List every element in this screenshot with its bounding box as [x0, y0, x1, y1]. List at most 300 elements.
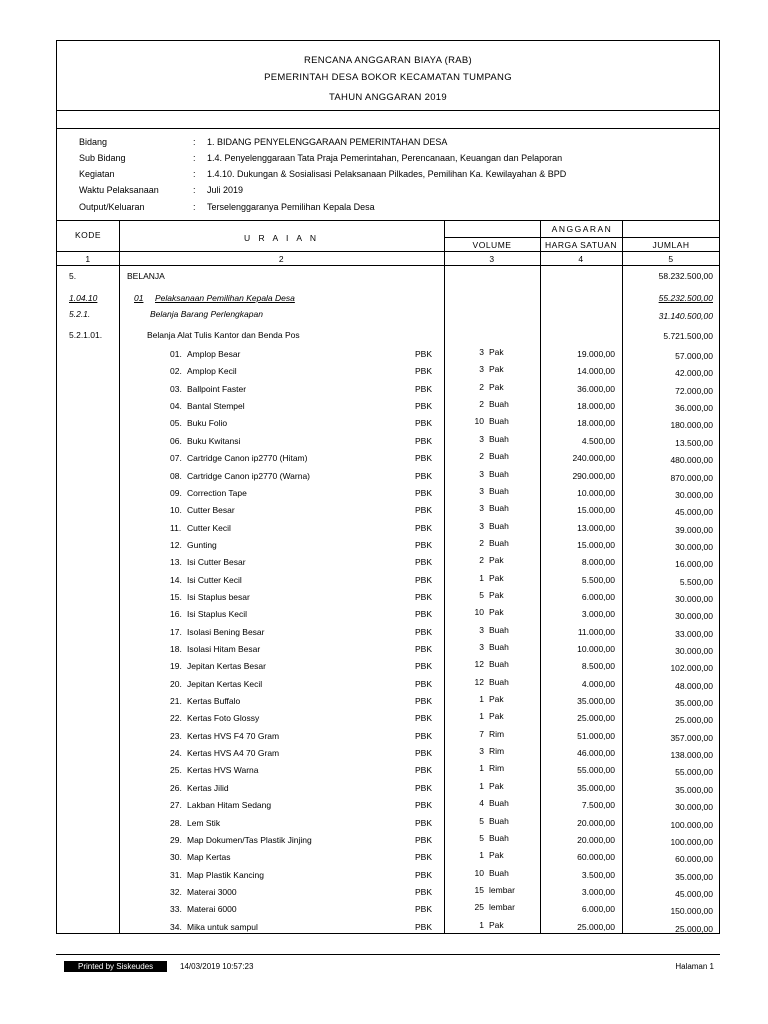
item-price: 7.500,00 — [581, 800, 615, 811]
item-unit: Buah — [489, 832, 509, 843]
item-total: 180.000,00 — [670, 420, 713, 431]
header-line-2: PEMERINTAH DESA BOKOR KECAMATAN TUMPANG — [264, 72, 512, 83]
item-unit: Buah — [489, 867, 509, 878]
col-number-5: 5 — [668, 254, 674, 264]
item-source: PBK — [415, 869, 433, 880]
item-number: 06. — [170, 435, 182, 446]
item-name: Kertas Buffalo — [187, 696, 241, 706]
item-qty: 1 — [479, 694, 484, 704]
col-head-uraian: U R A I A N — [243, 233, 320, 243]
item-number: 10. — [170, 505, 182, 516]
item-unit: Pak — [489, 850, 504, 861]
item-unit: Pak — [489, 347, 504, 357]
item-source: PBK — [415, 574, 433, 585]
number-row-divider — [57, 265, 719, 266]
item-price: 15.000,00 — [577, 539, 615, 550]
item-total: 57.000,00 — [675, 351, 713, 361]
item-total: 150.000,00 — [670, 906, 713, 917]
item-name: Ballpoint Faster — [187, 383, 247, 394]
summary-uraian: BELANJA — [127, 271, 165, 281]
item-price: 10.000,00 — [577, 644, 615, 654]
item-qty: 1 — [479, 780, 484, 791]
item-total: 33.000,00 — [675, 628, 713, 639]
item-unit: Buah — [489, 815, 509, 826]
info-colon: : — [193, 202, 196, 212]
item-number: 34. — [170, 921, 182, 932]
summary-kode: 1.04.10 — [69, 293, 98, 303]
item-price: 15.000,00 — [577, 505, 615, 516]
info-value: Terselenggaranya Pemilihan Kepala Desa — [207, 202, 375, 212]
item-source: PBK — [415, 401, 433, 412]
item-qty: 12 — [474, 676, 484, 687]
item-unit: Buah — [489, 659, 509, 670]
item-number: 26. — [170, 782, 182, 793]
summary-kode: 5. — [69, 271, 77, 281]
item-source: PBK — [415, 678, 433, 689]
item-qty: 1 — [479, 850, 484, 861]
item-number: 12. — [170, 539, 182, 550]
item-name: Lakban Hitam Sedang — [187, 800, 272, 811]
info-value: 1.4.10. Dukungan & Sosialisasi Pelaksanaan Pilkades, Pemilihan Ka. Kewilayahan & BPD — [207, 169, 567, 179]
item-total: 100.000,00 — [670, 836, 713, 847]
item-number: 33. — [170, 904, 182, 915]
item-price: 18.000,00 — [577, 418, 615, 429]
info-row-output — [57, 202, 719, 216]
item-source: PBK — [415, 418, 433, 429]
item-total: 30.000,00 — [675, 611, 713, 622]
item-number: 04. — [170, 401, 182, 412]
item-source: PBK — [415, 817, 433, 828]
info-colon: : — [193, 153, 196, 163]
item-unit: Rim — [489, 746, 505, 756]
item-qty: 3 — [479, 364, 484, 375]
item-unit: Buah — [489, 520, 509, 531]
info-value: 1. BIDANG PENYELENGGARAAN PEMERINTAHAN DESA — [207, 137, 448, 147]
item-price: 46.000,00 — [577, 748, 615, 758]
printed-by-badge: Printed by Siskeudes — [64, 961, 167, 972]
col-divider — [540, 221, 541, 933]
item-name: Isolasi Bening Besar — [187, 626, 265, 637]
item-source: PBK — [415, 487, 433, 498]
item-total: 25.000,00 — [675, 923, 713, 934]
col-head-harga: HARGA SATUAN — [545, 240, 617, 250]
summary-jumlah: 31.140.500,00 — [658, 311, 713, 321]
item-total: 5.500,00 — [679, 576, 713, 587]
info-value: 1.4. Penyelenggaraan Tata Praja Pemerintahan, Perencanaan, Keuangan dan Pelaporan — [207, 153, 563, 163]
item-price: 60.000,00 — [577, 852, 615, 863]
col-head-anggaran: ANGGARAN — [551, 224, 613, 234]
info-row-bidang — [57, 137, 719, 151]
item-qty: 7 — [479, 728, 484, 739]
item-unit: Buah — [489, 451, 509, 462]
item-name: Gunting — [187, 539, 217, 550]
item-total: 138.000,00 — [670, 750, 713, 760]
item-unit: Pak — [489, 780, 504, 791]
item-qty: 5 — [479, 589, 484, 600]
info-colon: : — [193, 169, 196, 179]
item-qty: 2 — [479, 381, 484, 392]
item-source: PBK — [415, 904, 433, 915]
item-price: 51.000,00 — [577, 730, 615, 741]
item-name: Jepitan Kertas Besar — [187, 661, 266, 672]
item-source: PBK — [415, 730, 433, 741]
item-unit: lembar — [489, 884, 515, 895]
item-name: Map Kertas — [187, 852, 231, 863]
item-number: 23. — [170, 730, 182, 741]
item-number: 16. — [170, 609, 182, 620]
item-price: 240.000,00 — [572, 453, 615, 464]
item-source: PBK — [415, 505, 433, 516]
item-source: PBK — [415, 453, 433, 464]
item-unit: Rim — [489, 728, 505, 739]
item-name: Cartridge Canon ip2770 (Warna) — [187, 470, 310, 481]
item-price: 18.000,00 — [577, 401, 615, 412]
item-number: 27. — [170, 800, 182, 811]
item-total: 48.000,00 — [675, 680, 713, 691]
item-number: 11. — [170, 522, 182, 533]
item-price: 10.000,00 — [577, 487, 615, 498]
item-number: 25. — [170, 765, 182, 776]
item-number: 21. — [170, 696, 182, 706]
item-price: 35.000,00 — [577, 696, 615, 706]
rab-document — [56, 40, 720, 934]
item-unit: Buah — [489, 676, 509, 687]
item-name: Kertas Jilid — [187, 782, 229, 793]
col-number-2: 2 — [278, 254, 285, 264]
item-name: Amplop Besar — [187, 349, 241, 359]
item-unit: Pak — [489, 919, 504, 930]
info-label: Sub Bidang — [79, 153, 126, 163]
item-number: 08. — [170, 470, 182, 481]
item-total: 35.000,00 — [675, 698, 713, 708]
item-total: 35.000,00 — [675, 871, 713, 882]
item-number: 31. — [170, 869, 182, 880]
info-label: Kegiatan — [79, 169, 115, 179]
item-number: 24. — [170, 748, 182, 758]
item-name: Buku Folio — [187, 418, 228, 429]
item-price: 11.000,00 — [577, 626, 615, 637]
item-qty: 12 — [474, 659, 484, 670]
col-divider — [119, 221, 120, 933]
item-total: 36.000,00 — [675, 403, 713, 414]
item-price: 8.000,00 — [581, 557, 615, 568]
item-number: 30. — [170, 852, 182, 863]
item-number: 03. — [170, 383, 182, 394]
item-price: 6.000,00 — [581, 904, 615, 915]
item-name: Kertas HVS F4 70 Gram — [187, 730, 280, 741]
item-qty: 2 — [479, 537, 484, 548]
item-name: Lem Stik — [187, 817, 221, 828]
summary-uraian: Belanja Alat Tulis Kantor dan Benda Pos — [147, 330, 300, 340]
item-price: 13.000,00 — [577, 522, 615, 533]
item-unit: Rim — [489, 763, 505, 774]
item-total: 35.000,00 — [675, 784, 713, 795]
item-name: Jepitan Kertas Kecil — [187, 678, 263, 689]
item-total: 42.000,00 — [675, 368, 713, 379]
item-total: 25.000,00 — [675, 715, 713, 726]
item-number: 13. — [170, 557, 182, 568]
item-source: PBK — [415, 522, 433, 533]
info-colon: : — [193, 185, 196, 195]
item-source: PBK — [415, 557, 433, 568]
item-qty: 10 — [474, 607, 484, 618]
item-qty: 5 — [479, 832, 484, 843]
item-number: 22. — [170, 713, 182, 724]
item-name: Cutter Besar — [187, 505, 235, 516]
col-divider — [622, 221, 623, 933]
item-number: 20. — [170, 678, 182, 689]
item-unit: Buah — [489, 416, 509, 427]
item-unit: Buah — [489, 485, 509, 496]
header-spacer — [56, 110, 720, 128]
item-unit: Buah — [489, 399, 509, 410]
item-price: 35.000,00 — [577, 782, 615, 793]
item-name: Isolasi Hitam Besar — [187, 644, 261, 654]
item-price: 3.000,00 — [581, 886, 615, 897]
item-unit: Buah — [489, 624, 509, 635]
info-colon: : — [193, 137, 196, 147]
item-price: 290.000,00 — [572, 470, 615, 481]
item-number: 15. — [170, 591, 182, 602]
item-unit: Pak — [489, 711, 504, 722]
item-name: Kertas HVS Warna — [187, 765, 259, 776]
item-source: PBK — [415, 886, 433, 897]
info-row-kegiatan — [57, 169, 719, 183]
item-total: 45.000,00 — [675, 888, 713, 899]
item-qty: 1 — [479, 919, 484, 930]
item-total: 55.000,00 — [675, 767, 713, 778]
item-unit: Buah — [489, 537, 509, 548]
item-qty: 1 — [479, 763, 484, 774]
item-qty: 2 — [479, 399, 484, 410]
item-name: Kertas HVS A4 70 Gram — [187, 748, 280, 758]
item-qty: 3 — [479, 485, 484, 496]
page-footer — [56, 954, 720, 975]
item-number: 29. — [170, 834, 182, 845]
item-price: 8.500,00 — [581, 661, 615, 672]
summary-kode: 5.2.1.01. — [69, 330, 103, 340]
item-number: 09. — [170, 487, 182, 498]
item-name: Map Plastik Kancing — [187, 869, 265, 880]
info-label: Waktu Pelaksanaan — [79, 185, 159, 195]
item-name: Map Dokumen/Tas Plastik Jinjing — [187, 834, 312, 845]
item-qty: 3 — [479, 624, 484, 635]
item-total: 60.000,00 — [675, 854, 713, 865]
item-name: Materai 3000 — [187, 886, 237, 897]
item-unit: lembar — [489, 902, 515, 913]
item-name: Cartridge Canon ip2770 (Hitam) — [187, 453, 308, 464]
col-number-1: 1 — [85, 254, 91, 264]
summary-uraian: Belanja Barang Perlengkapan — [150, 309, 263, 319]
item-source: PBK — [415, 539, 433, 550]
item-unit: Pak — [489, 555, 504, 566]
document-header — [56, 40, 720, 110]
item-total: 357.000,00 — [670, 732, 713, 743]
info-row-sub-bidang — [57, 153, 719, 167]
item-source: PBK — [415, 661, 433, 672]
item-unit: Pak — [489, 381, 504, 392]
item-unit: Pak — [489, 589, 504, 600]
item-name: Kertas Foto Glossy — [187, 713, 260, 724]
item-total: 39.000,00 — [675, 524, 713, 535]
item-number: 07. — [170, 453, 182, 464]
item-name: Mika untuk sampul — [187, 921, 258, 932]
header-line-1: RENCANA ANGGARAN BIAYA (RAB) — [303, 55, 472, 66]
col-number-3: 3 — [489, 254, 495, 264]
item-price: 25.000,00 — [577, 713, 615, 724]
item-total: 30.000,00 — [675, 489, 713, 500]
item-source: PBK — [415, 626, 433, 637]
page-number: Halaman 1 — [675, 962, 714, 971]
item-qty: 4 — [479, 798, 484, 809]
item-total: 30.000,00 — [675, 593, 713, 604]
item-qty: 10 — [474, 416, 484, 427]
info-value: Juli 2019 — [207, 185, 244, 195]
item-price: 55.000,00 — [577, 765, 615, 776]
item-source: PBK — [415, 349, 433, 359]
item-qty: 10 — [474, 867, 484, 878]
item-unit: Buah — [489, 503, 509, 514]
item-qty: 3 — [479, 347, 484, 357]
item-number: 14. — [170, 574, 182, 585]
summary-jumlah: 5.721.500,00 — [663, 331, 713, 341]
item-qty: 3 — [479, 503, 484, 514]
item-source: PBK — [415, 644, 433, 654]
item-qty: 3 — [479, 468, 484, 479]
item-number: 05. — [170, 418, 182, 429]
item-price: 14.000,00 — [577, 366, 615, 377]
budget-table — [56, 220, 720, 934]
summary-jumlah: 55.232.500,00 — [658, 293, 713, 303]
item-source: PBK — [415, 591, 433, 602]
item-qty: 3 — [479, 746, 484, 756]
item-total: 30.000,00 — [675, 802, 713, 813]
item-name: Isi Staplus Kecil — [187, 609, 247, 620]
item-source: PBK — [415, 765, 433, 776]
item-number: 17. — [170, 626, 182, 637]
item-qty: 5 — [479, 815, 484, 826]
item-price: 6.000,00 — [581, 591, 615, 602]
item-source: PBK — [415, 921, 433, 932]
item-source: PBK — [415, 609, 433, 620]
item-total: 45.000,00 — [675, 507, 713, 518]
item-unit: Pak — [489, 607, 504, 618]
header-line-3: TAHUN ANGGARAN 2019 — [329, 92, 447, 103]
item-qty: 3 — [479, 520, 484, 531]
item-qty: 1 — [479, 711, 484, 722]
item-unit: Pak — [489, 694, 504, 704]
item-price: 3.000,00 — [581, 609, 615, 620]
col-divider — [444, 221, 445, 933]
info-label: Bidang — [79, 137, 108, 147]
col-head-kode: KODE — [74, 230, 102, 240]
item-price: 20.000,00 — [577, 817, 615, 828]
col-head-volume: VOLUME — [472, 240, 512, 250]
item-source: PBK — [415, 834, 433, 845]
item-name: Isi Cutter Kecil — [187, 574, 242, 585]
item-source: PBK — [415, 470, 433, 481]
item-price: 20.000,00 — [577, 834, 615, 845]
item-unit: Buah — [489, 433, 509, 444]
col-number-4: 4 — [578, 254, 584, 264]
anggaran-divider — [444, 237, 719, 238]
item-number: 18. — [170, 644, 182, 654]
item-total: 16.000,00 — [675, 559, 713, 570]
item-qty: 3 — [479, 433, 484, 444]
item-number: 19. — [170, 661, 182, 672]
item-price: 25.000,00 — [577, 921, 615, 932]
item-number: 02. — [170, 366, 182, 377]
item-source: PBK — [415, 383, 433, 394]
item-source: PBK — [415, 748, 433, 758]
item-price: 4.000,00 — [581, 678, 615, 689]
item-unit: Pak — [489, 364, 504, 375]
item-total: 30.000,00 — [675, 646, 713, 656]
item-price: 4.500,00 — [581, 435, 615, 446]
item-qty: 3 — [479, 642, 484, 652]
item-unit: Buah — [489, 642, 509, 652]
item-name: Buku Kwitansi — [187, 435, 241, 446]
item-source: PBK — [415, 713, 433, 724]
item-number: 01. — [170, 349, 182, 359]
info-label: Output/Keluaran — [79, 202, 145, 212]
item-total: 13.500,00 — [675, 437, 713, 448]
item-price: 5.500,00 — [581, 574, 615, 585]
summary-jumlah: 58.232.500,00 — [658, 271, 713, 281]
item-number: 28. — [170, 817, 182, 828]
item-unit: Buah — [489, 798, 509, 809]
item-qty: 2 — [479, 451, 484, 462]
item-source: PBK — [415, 852, 433, 863]
item-name: Amplop Kecil — [187, 366, 237, 377]
item-unit: Buah — [489, 468, 509, 479]
item-total: 30.000,00 — [675, 541, 713, 552]
item-qty: 25 — [474, 902, 484, 913]
item-source: PBK — [415, 782, 433, 793]
item-name: Isi Staplus besar — [187, 591, 250, 602]
item-source: PBK — [415, 435, 433, 446]
header-divider — [57, 251, 719, 252]
item-total: 102.000,00 — [670, 663, 713, 674]
info-row-waktu — [57, 185, 719, 199]
item-unit: Pak — [489, 572, 504, 583]
item-total: 100.000,00 — [670, 819, 713, 830]
col-head-jumlah: JUMLAH — [652, 240, 690, 250]
item-total: 480.000,00 — [670, 455, 713, 466]
item-name: Bantal Stempel — [187, 401, 245, 412]
item-source: PBK — [415, 800, 433, 811]
item-name: Isi Cutter Besar — [187, 557, 246, 568]
item-price: 19.000,00 — [577, 349, 615, 359]
activity-info — [56, 128, 720, 220]
item-qty: 1 — [479, 572, 484, 583]
item-number: 32. — [170, 886, 182, 897]
summary-kode: 5.2.1. — [69, 309, 91, 319]
item-price: 36.000,00 — [577, 383, 615, 394]
item-name: Correction Tape — [187, 487, 247, 498]
summary-no: 01 — [134, 293, 144, 303]
item-total: 72.000,00 — [675, 385, 713, 396]
item-name: Materai 6000 — [187, 904, 237, 915]
item-name: Cutter Kecil — [187, 522, 231, 533]
item-source: PBK — [415, 366, 433, 377]
item-qty: 2 — [479, 555, 484, 566]
print-timestamp: 14/03/2019 10:57:23 — [180, 962, 254, 971]
item-qty: 15 — [474, 884, 484, 895]
summary-uraian: Pelaksanaan Pemilihan Kepala Desa — [155, 293, 295, 303]
item-price: 3.500,00 — [581, 869, 615, 880]
item-source: PBK — [415, 696, 433, 706]
